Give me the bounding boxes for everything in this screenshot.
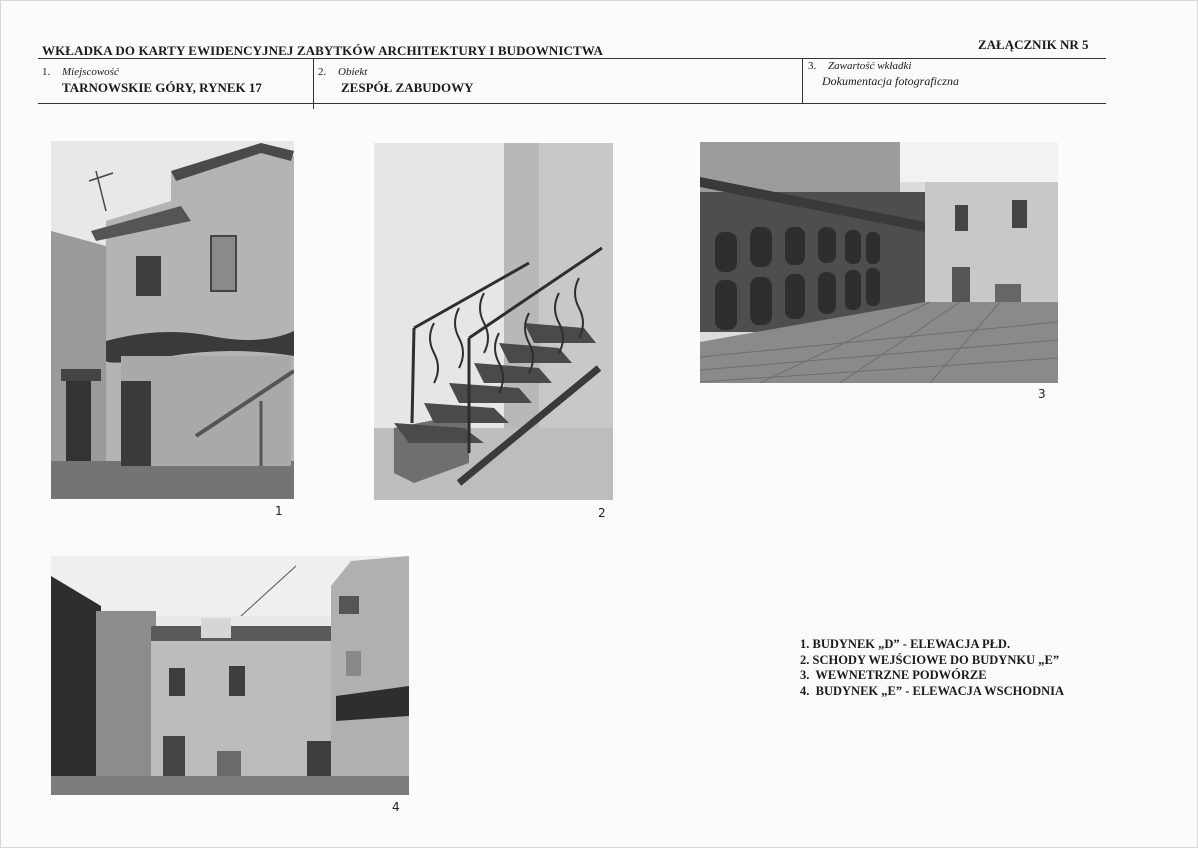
photo-2 xyxy=(374,143,613,500)
field-locality-value: TARNOWSKIE GÓRY, RYNEK 17 xyxy=(62,80,262,95)
field-object-value: ZESPÓŁ ZABUDOWY xyxy=(341,80,474,95)
caption-number: 3. xyxy=(800,668,810,682)
caption-text: BUDYNEK „D” - ELEWACJA PŁD. xyxy=(812,637,1011,651)
caption-item xyxy=(800,684,1064,700)
photo-captions-list xyxy=(800,637,1064,699)
field-contents-label: Zawartość wkładki xyxy=(828,60,912,72)
caption-number: 4. xyxy=(800,683,810,698)
field-locality-label: Miejscowość xyxy=(62,66,119,78)
annex-label: ZAŁĄCZNIK NR 5 xyxy=(978,37,1089,52)
photo-3-number: 3 xyxy=(1038,387,1046,401)
photo-1-number: 1 xyxy=(275,504,283,518)
caption-text: SCHODY WEJŚCIOWE DO BUDYNKU „E” xyxy=(812,652,1060,667)
header-top-rule xyxy=(38,58,1106,59)
caption-number: 1. xyxy=(800,637,810,651)
caption-number: 2. xyxy=(800,652,810,667)
field-locality-number: 1. xyxy=(42,66,51,78)
caption-item xyxy=(800,653,1064,669)
photo-2-number: 2 xyxy=(598,506,606,520)
header-divider-1 xyxy=(313,58,314,109)
photo-4 xyxy=(51,556,409,795)
header-divider-2 xyxy=(802,58,803,104)
photo-3 xyxy=(700,142,1058,383)
document-title: WKŁADKA DO KARTY EWIDENCYJNEJ ZABYTKÓW ARCHITEKTURY I BUDOWNICTWA xyxy=(42,43,603,58)
caption-text: BUDYNEK „E” - ELEWACJA WSCHODNIA xyxy=(815,683,1065,698)
photo-1 xyxy=(51,141,294,499)
caption-item xyxy=(800,637,1064,653)
field-object-label: Obiekt xyxy=(338,66,368,78)
field-contents-number: 3. xyxy=(808,60,817,72)
header-bottom-rule xyxy=(38,103,1106,104)
photo-4-number: 4 xyxy=(392,800,400,814)
field-object-number: 2. xyxy=(318,66,327,78)
caption-text: WEWNETRZNE PODWÓRZE xyxy=(815,668,987,682)
field-contents-value: Dokumentacja fotograficzna xyxy=(822,74,959,88)
caption-item xyxy=(800,668,1064,684)
